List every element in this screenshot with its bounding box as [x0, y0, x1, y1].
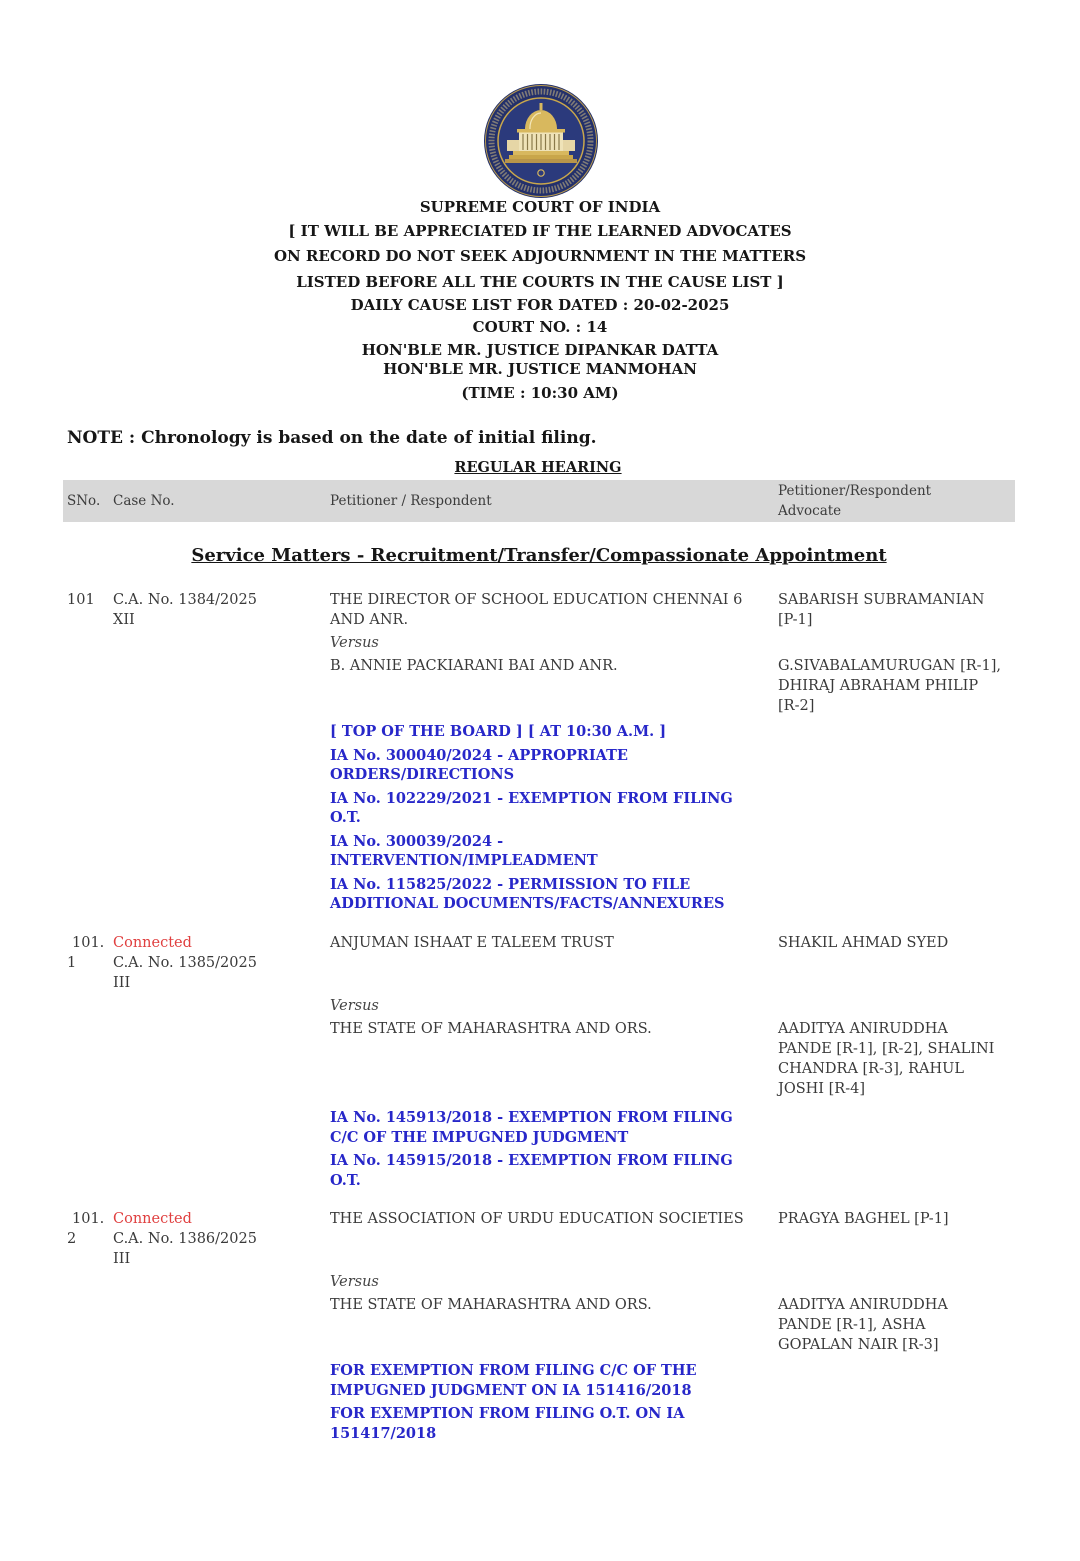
case-number	[113, 590, 330, 630]
advocate-line: SHAKIL AHMAD SYED	[778, 935, 949, 951]
notice-line: LISTED BEFORE ALL THE COURTS IN THE CAUSE LIST ]	[296, 273, 784, 291]
advocate-line: [R-2]	[778, 698, 815, 714]
sitting-time: (TIME : 10:30 AM)	[461, 384, 619, 402]
serial-number-line: 101.	[72, 1211, 105, 1227]
column-header-advocate-line: Petitioner/Respondent	[778, 483, 932, 499]
advocate-line: DHIRAJ ABRAHAM PHILIP	[778, 678, 979, 694]
column-header-advocate	[778, 481, 931, 521]
serial-number-line: 101.	[72, 935, 105, 951]
supreme-court-emblem	[483, 83, 599, 199]
ia-remark-line: INTERVENTION/IMPLEADMENT	[330, 852, 598, 869]
versus-row	[67, 996, 1080, 1016]
column-header-advocate-line: Advocate	[778, 503, 842, 519]
petitioner-advocate	[778, 590, 1068, 630]
petitioner-line: THE ASSOCIATION OF URDU EDUCATION SOCIETIES	[330, 1211, 744, 1227]
respondent-row	[67, 1295, 1080, 1355]
ia-remark	[330, 1404, 778, 1443]
cause-list-date: DAILY CAUSE LIST FOR DATED : 20-02-2025	[350, 296, 730, 314]
court-name: SUPREME COURT OF INDIA	[419, 198, 661, 216]
respondent-advocate	[778, 1295, 1068, 1355]
ia-remarks	[330, 722, 778, 918]
ia-remark-line: ADDITIONAL DOCUMENTS/FACTS/ANNEXURES	[330, 895, 725, 912]
versus-label: Versus	[330, 635, 379, 651]
respondent-line: THE STATE OF MAHARASHTRA AND ORS.	[330, 1021, 652, 1037]
respondent-name	[330, 1019, 778, 1099]
ia-remark-line: IMPUGNED JUDGMENT ON IA 151416/2018	[330, 1381, 692, 1399]
ia-remark	[330, 789, 778, 828]
ia-remark	[330, 875, 778, 914]
ia-remark-line: C/C OF THE IMPUGNED JUDGMENT	[330, 1128, 629, 1146]
case-number-line: C.A. No. 1384/2025	[113, 592, 257, 608]
ia-remark-line: ORDERS/DIRECTIONS	[330, 766, 515, 783]
advocate-line: [P-1]	[778, 612, 813, 628]
serial-number-line: 101	[67, 592, 95, 608]
matter-category: Service Matters - Recruitment/Transfer/Compassionate Appointment	[191, 545, 887, 566]
judge-name: HON'BLE MR. JUSTICE DIPANKAR DATTA	[361, 341, 719, 359]
respondent-line: B. ANNIE PACKIARANI BAI AND ANR.	[330, 658, 618, 674]
case-number-line: C.A. No. 1385/2025	[113, 955, 257, 971]
connected-label: Connected	[113, 935, 192, 951]
ia-remark-line: IA No. 300040/2024 - APPROPRIATE	[330, 746, 628, 764]
connected-label: Connected	[113, 1211, 192, 1227]
petitioner-advocate	[778, 933, 1068, 993]
ia-remark-line: IA No. 300039/2024 -	[330, 832, 504, 850]
advocate-line: AADITYA ANIRUDDHA	[778, 1021, 948, 1037]
remarks-row	[67, 1108, 1080, 1194]
notice-line: ON RECORD DO NOT SEEK ADJOURNMENT IN THE MATTERS	[273, 247, 807, 265]
respondent-name	[330, 1295, 778, 1355]
advocate-line: PANDE [R-1], ASHA	[778, 1317, 926, 1333]
notice-line: [ IT WILL BE APPRECIATED IF THE LEARNED ADVOCATES	[288, 222, 792, 240]
chronology-note: NOTE : Chronology is based on the date of initial filing.	[67, 428, 597, 448]
petitioner-name	[330, 933, 778, 993]
ia-remarks	[330, 1361, 778, 1447]
advocate-line: G.SIVABALAMURUGAN [R-1],	[778, 658, 1002, 674]
case-number	[113, 933, 330, 993]
case-number-line: C.A. No. 1386/2025	[113, 1231, 257, 1247]
serial-number-line: 1	[67, 955, 77, 971]
case-number-line: III	[113, 975, 131, 991]
ia-remark	[330, 1151, 778, 1190]
petitioner-name	[330, 590, 778, 630]
petitioner-advocate	[778, 1209, 1068, 1269]
case-number	[113, 1209, 330, 1269]
serial-number	[67, 590, 113, 630]
advocate-line: GOPALAN NAIR [R-3]	[778, 1337, 939, 1353]
column-header-case-no: Case No.	[113, 493, 175, 509]
table-header	[63, 480, 1015, 522]
cause-list-entry	[0, 933, 1080, 1194]
advocate-line: AADITYA ANIRUDDHA	[778, 1297, 948, 1313]
ia-remark	[330, 722, 778, 742]
advocate-line: JOSHI [R-4]	[778, 1081, 865, 1097]
entry-main-row	[67, 590, 1080, 630]
section-title: REGULAR HEARING	[454, 459, 622, 476]
remarks-row	[67, 722, 1080, 918]
advocate-line: SABARISH SUBRAMANIAN	[778, 592, 985, 608]
respondent-row	[67, 656, 1080, 716]
ia-remarks	[330, 1108, 778, 1194]
ia-remark	[330, 1361, 778, 1400]
ia-remark-line: FOR EXEMPTION FROM FILING C/C OF THE	[330, 1362, 697, 1379]
petitioner-line: AND ANR.	[330, 612, 409, 628]
entry-main-row	[67, 933, 1080, 993]
ia-remark-line: IA No. 145913/2018 - EXEMPTION FROM FILING	[330, 1109, 733, 1126]
ia-remark	[330, 746, 778, 785]
petitioner-name	[330, 1209, 778, 1269]
ia-remark-line: IA No. 115825/2022 - PERMISSION TO FILE	[330, 875, 691, 893]
ia-remark-line: FOR EXEMPTION FROM FILING O.T. ON IA	[330, 1405, 685, 1422]
respondent-row	[67, 1019, 1080, 1099]
case-number-line: XII	[113, 612, 135, 628]
column-header-sno: SNo.	[67, 493, 101, 509]
ia-remark-line: O.T.	[330, 809, 361, 826]
entry-main-row	[67, 1209, 1080, 1269]
respondent-name	[330, 656, 778, 716]
ia-remark-line: IA No. 145915/2018 - EXEMPTION FROM FILING	[330, 1152, 733, 1169]
advocate-line: PRAGYA BAGHEL [P-1]	[778, 1211, 949, 1227]
versus-row	[67, 633, 1080, 653]
ia-remark	[330, 1108, 778, 1147]
ia-remark-line: [ TOP OF THE BOARD ] [ AT 10:30 A.M. ]	[330, 723, 667, 740]
versus-label: Versus	[330, 998, 379, 1014]
petitioner-line: ANJUMAN ISHAAT E TALEEM TRUST	[330, 935, 614, 951]
column-header-parties: Petitioner / Respondent	[330, 493, 492, 509]
remarks-row	[67, 1361, 1080, 1447]
serial-number	[67, 933, 113, 993]
advocate-line: PANDE [R-1], [R-2], SHALINI	[778, 1041, 995, 1057]
serial-number	[67, 1209, 113, 1269]
ia-remark-line: IA No. 102229/2021 - EXEMPTION FROM FILING	[330, 789, 733, 807]
cause-list-entry	[0, 590, 1080, 918]
advocate-line: CHANDRA [R-3], RAHUL	[778, 1061, 964, 1077]
respondent-advocate	[778, 656, 1068, 716]
ia-remark-line: 151417/2018	[330, 1424, 437, 1442]
respondent-line: THE STATE OF MAHARASHTRA AND ORS.	[330, 1297, 652, 1313]
versus-label: Versus	[330, 1274, 379, 1290]
judge-name: HON'BLE MR. JUSTICE MANMOHAN	[383, 360, 697, 378]
emblem-seal-icon	[483, 83, 599, 199]
court-number: COURT NO. : 14	[472, 318, 608, 336]
cause-list-entry	[0, 1209, 1080, 1447]
petitioner-line: THE DIRECTOR OF SCHOOL EDUCATION CHENNAI 6	[330, 592, 743, 608]
serial-number-line: 2	[67, 1231, 77, 1247]
case-number-line: III	[113, 1251, 131, 1267]
respondent-advocate	[778, 1019, 1068, 1099]
ia-remark-line: O.T.	[330, 1171, 361, 1189]
ia-remark	[330, 832, 778, 871]
versus-row	[67, 1272, 1080, 1292]
